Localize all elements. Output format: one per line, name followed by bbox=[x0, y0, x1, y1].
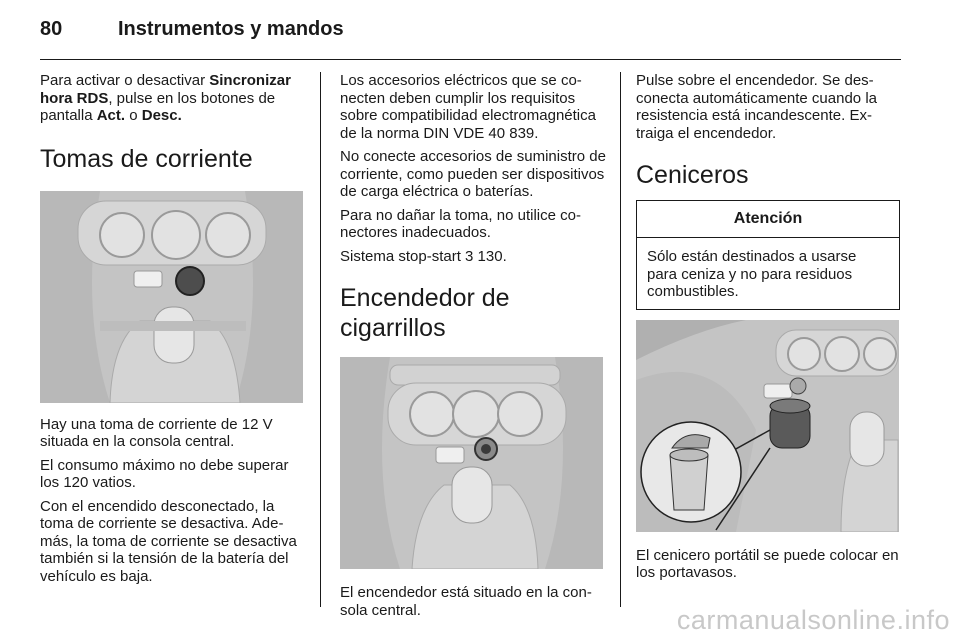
outlet-deactivation-text: Con el encendido desconectado, la toma de corriente se desactiva. Además, la toma de corriente se desactiva también si la tensión de la batería del vehículo es baja. bbox=[40, 497, 297, 585]
page-header bbox=[40, 18, 900, 58]
lighter-location-text: El encendedor está situado en la consola central. bbox=[340, 584, 592, 619]
column-3 bbox=[636, 72, 902, 588]
ashtray-illustration bbox=[636, 320, 899, 532]
warning-title: Atención bbox=[637, 201, 899, 238]
portable-ashtray-text: El cenicero portátil se puede colocar en los portavasos. bbox=[636, 546, 899, 581]
section-heading-cigarette-lighter: Encendedor de cigarrillos bbox=[340, 284, 510, 342]
section-heading-power-outlets: Tomas de corriente bbox=[40, 144, 253, 173]
page-reference-arrow-icon: 3 bbox=[465, 247, 474, 265]
stop-start-reference: Sistema stop-start 3 130. bbox=[340, 247, 507, 265]
outlet-location-text: Hay una toma de corriente de 12 V situada en la consola central. bbox=[40, 415, 273, 450]
no-power-supply-text: No conecte accesorios de suministro de corriente, como pueden ser dispositivos de carga eléctrica o baterías. bbox=[340, 148, 606, 200]
max-consumption-text: El consumo máximo no debe superar los 120 vatios. bbox=[40, 456, 289, 491]
column-1 bbox=[40, 72, 306, 591]
watermark: carmanualsonline.info bbox=[676, 605, 950, 635]
warning-box bbox=[636, 200, 900, 310]
no-unsuitable-connectors-text: Para no dañar la toma, no utilice conectores inadecuados. bbox=[340, 206, 581, 241]
warning-text: Sólo están destinados a usarse para ceniza y no para residuos combustibles. bbox=[647, 248, 857, 300]
rds-paragraph: Para activar o desactivar Sincronizar hora RDS, pulse en los botones de pantalla Act. o Desc. bbox=[40, 72, 291, 124]
cigarette-lighter-illustration bbox=[340, 357, 603, 569]
header-divider bbox=[40, 59, 901, 60]
section-heading-ashtrays: Ceniceros bbox=[636, 161, 749, 189]
desc-button-name: Desc. bbox=[141, 107, 182, 124]
power-outlet-illustration bbox=[40, 191, 303, 403]
column-divider-1 bbox=[320, 72, 321, 607]
emc-requirements-text: Los accesorios eléctricos que se conecten deben cumplir los requisitos sobre compatibilidad electromagnética de la norma DIN VDE 40 839. bbox=[340, 72, 596, 142]
lighter-usage-text: Pulse sobre el encendedor. Se desconecta automáticamente cuando la resistencia está incandescente. Extraiga el encendedor. bbox=[636, 72, 877, 142]
column-divider-2 bbox=[620, 72, 621, 607]
page-title: Instrumentos y mandos bbox=[118, 18, 344, 40]
page-number: 80 bbox=[40, 18, 63, 40]
rds-setting-name: Sincronizar hora RDS bbox=[40, 72, 291, 107]
act-button-name: Act. bbox=[96, 107, 126, 124]
column-2 bbox=[340, 72, 606, 625]
